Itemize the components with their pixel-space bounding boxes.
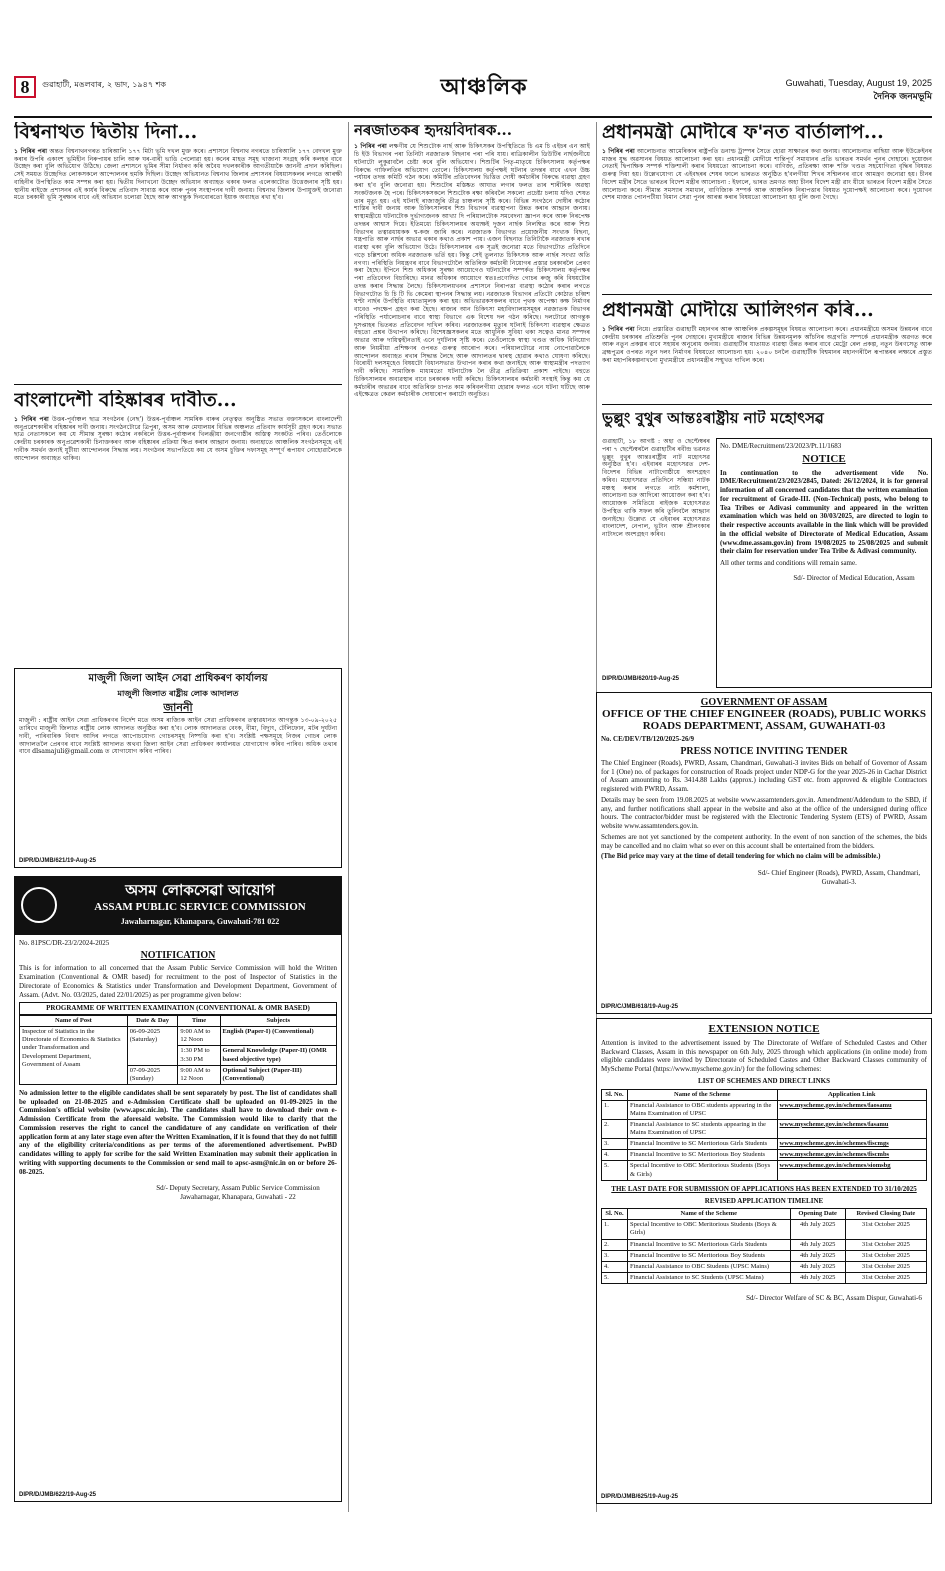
article-drama-festival [602,438,710,688]
schemes-table [601,1089,927,1181]
page-number: 8 [14,76,36,98]
article-headline: ভুল্লুং বুথুৰ আন্তঃৰাষ্ট্ৰীয় নাট মহোৎসৱ [602,410,824,427]
table-cell-scheme: Financial Assistance to SC Students (UPSC Mains) [628,1272,791,1283]
table-row [602,1250,927,1261]
table-cell-post: Inspector of Statistics in the Directorate of Economics & Statistics under Transformation and Development Department, Government of Assam [20,1027,128,1085]
dme-notice [716,438,932,688]
pwd-gov: GOVERNMENT OF ASSAM [700,697,828,708]
apsc-notification [14,876,342,1502]
table-cell-scheme: Financial Incentive to SC Meritorious Girls Students [628,1239,791,1250]
extension-notice [596,1018,932,1504]
table-cell-open: 4th July 2025 [790,1220,845,1239]
apsc-banner [15,877,341,935]
article-pm-phone [602,122,932,290]
table-cell-open: 4th July 2025 [790,1261,845,1272]
table-cell-time: 9:00 AM to 12 Noon [178,1065,220,1084]
table-header: Sl. No. [602,1089,628,1100]
table-cell-close: 31st October 2025 [845,1239,926,1250]
table-row [602,1150,927,1161]
notice-title: জাননী [163,700,193,714]
table-row [20,1027,337,1046]
pwd-tender-notice [596,692,932,1014]
article-biswanath [14,122,342,380]
table-cell-scheme: Financial Assistance to OBC students appearing in the Mains Examination of UPSC [628,1100,778,1119]
apsc-table-title: PROGRAMME OF WRITTEN EXAMINATION (CONVENTIONAL & OMR BASED) [19,1002,337,1015]
timeline-table [601,1208,927,1284]
divider [602,294,932,295]
schemes-list-title: LIST OF SCHEMES AND DIRECT LINKS [698,1076,830,1085]
table-cell-close: 31st October 2025 [845,1220,926,1239]
article-lead: ১ পিৰিৰ পৰা [354,143,387,151]
table-cell-subject: General Knowledge (Paper-II) (OMR based objective type) [220,1046,336,1065]
notice-office: মাজুলী জিলা আইন সেৱা প্ৰাধিকৰণ কাৰ্যালয় [88,673,268,684]
dipr-code: DIPR/D/JMB/620/19-Aug-25 [602,676,680,682]
article-body: উত্তৰ-পূৰ্বাঞ্চল ছাত্ৰ সংগঠনৰ (নেছ') উত্তৰ-পূৰ্বাঞ্চল সামৰিক বাৰুৰ নেতৃত্বত অনুষ্ঠিত সভাত বক্তাসকলে বাংলাদেশী অনুপ্ৰৱেশকাৰীৰ বহিষ্কাৰৰ দাবী জনায়। সংগঠনটোৱে ত্ৰিপুৰা, অসম আৰু মেঘালয়ৰ বিভিন্ন অঞ্চলত প্ৰতিবাদ কাৰ্যসূচী গ্ৰহণ কৰে। সভাত ছাত্ৰ নেতাসকলে কয় যে সীমান্ত সুৰক্ষা কঠোৰ নকৰিলে উত্তৰ-পূৰ্বাঞ্চলৰ খিলঞ্জীয়া জনগোষ্ঠীৰ অস্তিত্ব সংকটত পৰিব। তেওঁলোকে কেন্দ্ৰীয় চৰকাৰক অনুপ্ৰৱেশকাৰী চিনাক্তকৰণ আৰু বহিষ্কাৰৰ প্ৰক্ৰিয়া ক্ষিপ্ৰ কৰাৰ আহ্বান জনায়। অন্যহাতে আঞ্চলিক সংগঠনসমূহে এই দাবীক সমৰ্থন জনাই যুটীয়া আন্দোলনৰ সিদ্ধান্ত লয়। সংগঠনৰ সভাপতিয়ে কয় যে অসম চুক্তিৰ দফাসমূহ সম্পূৰ্ণ ৰূপায়ণ নোহোৱালৈকে আন্দোলন অব্যাহত থাকিব। [14,415,342,462]
article-headline: বিশ্বনাথত দ্বিতীয় দিনা... [14,122,198,143]
table-cell-close: 31st October 2025 [845,1250,926,1261]
header-date-assamese: গুৱাহাটী, মঙলবাৰ, ২ ভাদ, ১৯৪৭ শক [42,80,166,89]
scheme-link[interactable]: www.myscheme.gov.in/schemes/fiscmbs [777,1150,927,1161]
extension-title: EXTENSION NOTICE [708,1023,820,1035]
article-lead: ১ পিৰিৰ পৰা [602,325,635,333]
scheme-link[interactable]: www.myscheme.gov.in/schemes/fasamu [777,1119,927,1138]
table-cell-time: 9:00 AM to 12 Noon [178,1027,220,1046]
scheme-link[interactable]: www.myscheme.gov.in/schemes/siomsbg [777,1161,927,1180]
article-body: অন্তত বিশ্বনাথনগৰত চাৰিআলি ১৭৭ মিটা ভূমি দখল মুক্ত কৰে। প্ৰশাসনে বিশ্বনাথ নগৰতে চাৰিআলি ১৭৭ বেদখল মুক্ত কৰাৰ উপৰি একাংশ ভূমিহীন নিৰুপায়ৰ চালি আৰু ঘৰ-বাৰী ভাঙি পেলোৱা হয়। কনেৰ মাহত সমূহ খাজানা সংগ্ৰহ কৰি কলহৰ বাবে উচ্ছেদ কৰা বুলি অভিযোগ উঠিছে। জেলা প্ৰশাসনে ভূমিৰ সীমা নিৰ্ধাৰণ কৰি অবৈধ দখলকাৰীক আগতীয়াকৈ জাননী প্ৰদান কৰিছিল। সেই সময়ত উচ্ছেদিত লোকসকলে আন্দোলনৰ হুমকি দিছিল। উচ্ছেদ অভিযানত বিশ্বনাথ জিলাৰ প্ৰশাসনৰ বিষয়াসকলৰ লগতে আৰক্ষী বাহিনীৰ উপস্থিতিত কাম সম্পন্ন কৰা হয়। দ্বিতীয় দিনাখনো উচ্ছেদ অভিযান অব্যাহত থকাৰ ফলত এলেকাটোত উত্তেজনাৰ সৃষ্টি হয়। স্থানীয় ৰাইজে প্ৰশাসনৰ এই কাৰ্যৰ বিৰুদ্ধে প্ৰতিবাদ সাব্যস্ত কৰে আৰু পুনৰ সংস্থাপনৰ দাবী জনায়। বিশ্বনাথ জিলাৰ উপায়ুক্তই জনোৱা মতে চৰকাৰী ভূমি সুৰক্ষাৰ বাবে এই অভিযান চলোৱা হৈছে আৰু আগন্তুক দিনবোৰতো ইয়াক অব্যাহত ৰখা হ'ব। [14,147,342,202]
table-header: Time [178,1016,220,1027]
article-headline: নৰজাতকৰ হৃদয়বিদাৰক... [354,122,512,139]
table-cell-no: 2. [602,1239,628,1250]
table-cell-close: 31st October 2025 [845,1272,926,1283]
pwd-body-4: (The Bid price may vary at the time of detail tendering for which no claim will be admissible.) [601,852,881,861]
dipr-code: DIPR/D/JMB/622/19-Aug-25 [19,1492,97,1498]
table-header: Name of the Scheme [628,1209,791,1220]
table-header: Revised Closing Date [845,1209,926,1220]
apsc-exam-table [19,1015,337,1085]
pwd-office: OFFICE OF THE CHIEF ENGINEER (ROADS), PUBLIC WORKS ROADS DEPARTMENT, ASSAM, GUWAHATI-03 [602,708,926,732]
table-header: Name of the Scheme [628,1089,778,1100]
apsc-footer: No admission letter to the eligible candidates shall be sent separately by post. The list of candidates shall be uploaded on 21-08-2025 and e-Admission Certificate shall be uploaded on 01-09-2025 in the Commission's official website (www.apsc.nic.in). The candidates shall have to download their own e-Admission Certificate from the aforesaid website. The Commission would like to clarify that the Commission reserves the right to cancel the candidature of any candidate on verification of their application form at any later stage even after the Written Examination, if it is found that they do not fulfill any of the eligibility criteria/conditions as per terms of the aforementioned advertisement. PwBD candidates willing to apply for scribe for the said Written Examination may submit their application in writing with supporting documents to the Commission or send mail to apsc-asm@nic.in on or before 26-08-2025. [19,1088,337,1176]
scheme-link[interactable]: www.myscheme.gov.in/schemes/faosamu [777,1100,927,1119]
extension-body: Attention is invited to the advertisement issued by The Directorate of Welfare of Scheduled Castes and Other Backward Classes, Assam in this newspaper on 6th July, 2025 through which applications (in online mode) from eligible candidates were invited by Directorate of Scheduled Castes and Other Backward Classes community of MyScheme Portal (https://www.myscheme.gov.in/) for the following schemes: [601,1038,927,1073]
extension-signature: Sd/- Director Welfare of SC & BC, Assam Dispur, Guwahati-6 [746,1294,922,1302]
article-body: নিয়ে। প্ৰস্তাৱিত গুৱাহাটী মহানগৰ আৰু আঞ্চলিক প্ৰকল্পসমূহৰ বিষয়ত আলোচনা কৰে। প্ৰধানমন্ত্ৰীয়ে অসমৰ উন্নয়নৰ বাবে কেন্দ্ৰীয় চৰকাৰৰ প্ৰতিশ্ৰুতি পুনৰ দোহাৰে। মুখ্যমন্ত্ৰীয়ে ৰাজ্যৰ বিভিন্ন উন্নয়নমূলক আঁচনিৰ অগ্ৰগতি সম্পৰ্কে প্ৰধানমন্ত্ৰীক অৱগত কৰে আৰু নতুন প্ৰকল্পৰ বাবে সহায়ৰ অনুৰোধ জনায়। গুৱাহাটীৰ যাতায়ত ব্যৱস্থা উন্নত কৰাৰ বাবে মেট্ৰো ৰেল প্ৰকল্প, নতুন উৰণসেতু আৰু ব্ৰহ্মপুত্ৰৰ ওপৰত নতুন দলং নিৰ্মাণৰ বিষয়তো আলোচনা হয়। ২০৪০ চনলৈ গুৱাহাটীক বিশ্বমানৰ মহানগৰীলৈ ৰূপান্তৰৰ লক্ষ্যৰে প্ৰস্তুত কৰা মহাপৰিকল্পনাখনো মুখ্যমন্ত্ৰীয়ে প্ৰধানমন্ত্ৰীৰ সন্মুখত দাখিল কৰে। [602,325,932,364]
dipr-code: DIPR/C/JMB/618/19-Aug-25 [601,1004,679,1010]
table-cell-no: 4. [602,1150,628,1161]
table-header: Date & Day [127,1016,178,1027]
table-row [602,1239,927,1250]
article-lead: ১ পিৰিৰ পৰা [14,147,48,155]
dme-body: In continuation to the advertisement vide No. DME/Recruitment/23/2023/2845, Dated: 26/12/2024, it is for general information of all concerned candidates that the written examination for recruitment of Grade-III. (Non-Technical) posts, who belong to Tea Tribes or Adivasi community and appeared in the written examination which was held on 30/03/2025, are directed to login to their respective accounts available in the link which will be provided in the official website of Directorate of Medical Education, Assam (www.dme.assam.gov.in) from 19/08/2025 to 25/08/2025 and submit their claim for reservation under Tea Tribe & Adivasi community. [720,468,928,556]
pwd-title: PRESS NOTICE INVITING TENDER [680,745,848,757]
table-row [602,1261,927,1272]
table-cell-close: 31st October 2025 [845,1261,926,1272]
apsc-emblem-icon [21,887,57,923]
dipr-code: DIPR/D/JMB/621/19-Aug-25 [19,858,97,864]
notice-subtitle: মাজুলী জিলাত ৰাষ্ট্ৰীয় লোক আদালত [117,687,239,698]
table-row [602,1119,927,1138]
table-cell-no: 1. [602,1100,628,1119]
dme-signature: Sd/- Director of Medical Education, Assam [793,573,915,582]
paper-name: দৈনিক জনমভূমি [873,92,932,102]
scheme-link[interactable]: www.myscheme.gov.in/schemes/fiscmgs [777,1139,927,1150]
table-cell-scheme: Special Incentive to OBC Meritorious Students (Boys & Girls) [628,1220,791,1239]
dme-ref: No. DME/Recruitment/23/2023/Pt.11/1683 [720,442,842,450]
header-rule [14,116,932,118]
section-masthead: আঞ্চলিক [440,74,528,100]
table-cell-date: 06-09-2025 (Saturday) [127,1027,178,1066]
table-header: Opening Date [790,1209,845,1220]
table-cell-open: 4th July 2025 [790,1250,845,1261]
table-cell-scheme: Financial Incentive to SC Meritorious Boy Students [628,1250,791,1261]
table-header: Name of Post [20,1016,128,1027]
table-cell-no: 3. [602,1250,628,1261]
article-pm-hug [602,300,932,400]
dme-title: NOTICE [802,452,846,465]
table-row [602,1272,927,1283]
table-cell-subject: English (Paper-I) (Conventional) [220,1027,336,1046]
table-cell-no: 1. [602,1220,628,1239]
article-headline: প্ৰধানমন্ত্ৰী মোদীয়ে আলিংগন কৰি... [602,300,874,321]
divider [602,404,932,405]
apsc-title-english: ASSAM PUBLIC SERVICE COMMISSION [94,901,306,913]
table-row [602,1139,927,1150]
apsc-title-assamese: অসম লোকসেৱা আয়োগ [125,881,275,899]
article-lead: ১ পিৰিৰ পৰা [602,147,635,155]
pwd-body: The Chief Engineer (Roads), PWRD, Assam, Chandmari, Guwahati-3 invites Bids on behalf of Governor of Assam for 1 (One) no. of packages for construction of Roads project under NDP-G for the year 2025-26 in Cachar District of Assam amounting to Rs. 3414.88 Lakhs (approx.) including GST etc. from approved & eligible Contractors registered with PWRD, Assam. [601,758,927,793]
pwd-signature: Sd/- Chief Engineer (Roads), PWRD, Assam, Chandmari, Guwahati-3. [757,869,921,886]
notice-body: মাজুলী : ৰাষ্ট্ৰীয় আইন সেৱা প্ৰাধিকৰণৰ নিৰ্দেশ মতে অসম ৰাজ্যিক আইন সেৱা প্ৰাধিকৰণৰ তত্বাৱধানত আগন্তুক ১৩-০৯-২০২৫ তাৰিখে মাজুলী জিলাত ৰাষ্ট্ৰীয় লোক আদালত অনুষ্ঠিত কৰা হ'ব। লোক আদালতত বেংক, বীমা, বিদ্যুৎ, টেলিফোন, মটৰ দুৰ্ঘটনা দাবী, পাৰিবাৰিক বিবাদ আদিৰ লগতে আপোচযোগ্য গোচৰসমূহ নিষ্পত্তি কৰা হ'ব। সংশ্লিষ্ট পক্ষসমূহে নিজৰ গোচৰ লোক আদালতলৈ প্ৰেৰণৰ বাবে সংশ্লিষ্ট আদালত অথবা জিলা আইন সেৱা প্ৰাধিকৰণ কাৰ্যালয়ত যোগাযোগ কৰিব পাৰিব। অধিক তথ্যৰ বাবে dlsamajuli@gmail.com ত যোগাযোগ কৰিব পাৰিব। [19,717,337,756]
table-cell-no: 2. [602,1119,628,1138]
page-header [14,70,932,116]
table-cell-no: 5. [602,1161,628,1180]
table-cell-subject: Optional Subject (Paper-III) (Conventional) [220,1065,336,1084]
table-cell-open: 4th July 2025 [790,1239,845,1250]
article-lead: ১ পিৰিৰ পৰা [14,415,49,423]
column-divider [348,122,349,1512]
dipr-code: DIPR/D/JMB/625/19-Aug-25 [601,1494,679,1500]
table-cell-scheme: Special Incentive to OBC Meritorious Students (Boys & Girls) [628,1161,778,1180]
pwd-body-2: Details may be seen from 19.08.2025 at website www.assamtenders.gov.in. Amendment/Addendum to the SBD, if any, and further notifications shall appear in the website and also at the office of the undersigned during office hours. The contractor/bidder must be registered with the Electronic Tendering System (ETS) of PWRD, Assam website www.assamtenders.gov.in. [601,795,927,830]
article-headline: প্ৰধানমন্ত্ৰী মোদীৰে ফ'নত বাৰ্তালাপ... [602,122,884,143]
apsc-address: Jawaharnagar, Khanapara, Guwahati-781 022 [120,917,280,926]
pwd-body-3: Schemes are not yet sanctioned by the competent authority. In the event of non sanction of the schemes, the bids may be cancelled and no claim what so ever on this account shall be entertained from the bidders. [601,832,927,850]
table-cell-scheme: Financial Incentive to SC Meritorious Girls Students [628,1139,778,1150]
table-cell-scheme: Financial Assistance to SC students appearing in the Mains Examination of UPSC [628,1119,778,1138]
article-body: গুৱাহাটী, ১৮ আগষ্ট : অহা ও ছেপ্টেম্বৰৰ পৰা ৭ ছেপ্টেম্বৰলৈ গুৱাহাটীৰ ৰবীন্দ্ৰ ভৱনত ভুল্লুং বুথুৰ আন্তঃৰাষ্ট্ৰীয় নাট মহোৎসৱ অনুষ্ঠিত হ'ব। এইবাৰৰ মহোৎসৱত দেশ-বিদেশৰ বিভিন্ন নাট্যগোষ্ঠীয়ে অংশগ্ৰহণ কৰিব। মহোৎসৱত প্ৰতিদিনে সন্ধিয়া নাটক মঞ্চস্থ কৰাৰ লগতে নাট্য কৰ্মশালা, আলোচনা চক্ৰ আদিৰো আয়োজন কৰা হ'ব। আয়োজক সমিতিয়ে ৰাইজক মহোৎসৱত উপস্থিত থাকি সফল কৰি তুলিবলৈ আহ্বান জনাইছে। উল্লেখ্য যে এইবাৰৰ মহোৎসৱত বাংলাদেশ, নেপাল, ভূটান আৰু শ্ৰীলংকাৰ নাট্যদলে অংশগ্ৰহণ কৰিব। [602,438,710,538]
apsc-ref: No. 81PSC/DR-23/2/2024-2025 [19,939,110,947]
article-newborn [354,122,590,1507]
table-row [602,1220,927,1239]
divider [14,384,342,385]
table-cell-no: 4. [602,1261,628,1272]
last-date-notice: THE LAST DATE FOR SUBMISSION OF APPLICATIONS HAS BEEN EXTENDED TO 31/10/2025 [611,1184,917,1193]
table-cell-no: 3. [602,1139,628,1150]
dme-note: All other terms and conditions will remain same. [720,559,857,567]
pwd-ref: No. CE/DEV/TB/120/2025-26/9 [601,735,694,743]
table-cell-scheme: Financial Incentive to SC Meritorious Boy Students [628,1150,778,1161]
table-header: Sl. No. [602,1209,628,1220]
timeline-title: REVISED APPLICATION TIMELINE [704,1197,824,1206]
table-cell-time: 1:30 PM to 3:30 PM [178,1046,220,1065]
table-row [602,1161,927,1180]
apsc-notice-title: NOTIFICATION [140,949,216,961]
majuli-legal-notice [14,668,342,868]
table-row [602,1100,927,1119]
table-header: Application Link [777,1089,927,1100]
table-cell-open: 4th July 2025 [790,1272,845,1283]
table-cell-date: 07-09-2025 (Sunday) [127,1065,178,1084]
article-drama-headline [602,410,932,436]
header-date-english: Guwahati, Tuesday, August 19, 2025 [785,78,932,88]
article-body: আলোচনাত আমেৰিকাৰ ৰাষ্ট্ৰপতি ডনাল্ড ট্ৰাম্পৰ সৈতে হোৱা সাক্ষাতৰ কথা জনায়। আলোচনাত ৰাছিয়া আৰু ইউক্ৰেইনৰ মাজৰ যুদ্ধ অৱসানৰ বিষয়ত আলোচনা কৰা হয়। প্ৰধানমন্ত্ৰী মোদীয়ে শান্তিপূৰ্ণ সমাধানৰ প্ৰতি ভাৰতৰ সমৰ্থন পুনৰ দোহাৰে। দুয়োজন নেতাই দ্বিপাক্ষিক সম্পৰ্ক শক্তিশালী কৰাৰ বিষয়তো আলোচনা কৰে। বাণিজ্য, প্ৰতিৰক্ষা আৰু শক্তি খণ্ডত সহযোগিতা বৃদ্ধিৰ বিষয়ত গুৰুত্ব দিয়া হয়। উল্লেখযোগ্য যে এইবছৰৰ শেষৰ ফালে ভাৰতত অনুষ্ঠিত হ'বলগীয়া শিখৰ সন্মিলনৰ বাবে আমন্ত্ৰণ জনোৱা হয়। চীনৰ বিদেশ মন্ত্ৰীৰ সৈতে ভাৰতৰ বিদেশ মন্ত্ৰীৰ আলোচনা : ইফালে, ভাৰত ভ্ৰমণত অহা চীনৰ বিদেশ মন্ত্ৰী ৱাং য়ীয়ে ভাৰতৰ বিদেশ মন্ত্ৰীৰ সৈতে আলোচনা কৰে। সীমান্ত সমস্যাৰ সমাধান, বাণিজ্যিক সম্পৰ্ক আৰু আঞ্চলিক নিৰাপত্তাৰ বিষয়ত দুয়োপক্ষই আলোচনা কৰে। দুয়োখন দেশৰ মাজত পোনপটীয়া বিমান সেৱা পুনৰ আৰম্ভ কৰাৰ বিষয়তো আলোচনা হয় বুলি জনা গৈছে। [602,147,932,202]
article-headline: বাংলাদেশী বহিষ্কাৰৰ দাবীত... [14,390,237,411]
article-body: লক্ষণীয় যে শিশুটোক নাৰ্ছ আৰু চিকিৎসকৰ উপস্থিতিতে চি এম চি এইচৰ এন আই চি ইউ বিভাগৰ পৰা তিনিটা নৱজাতক বিছনাৰ পৰা পৰি যায়। ৰাত্ৰিকালীন ডিউটিৰ নাৰ্ছজনীয়ে ঘটনাটো লুকুৱাবলৈ চেষ্টা কৰে বুলি অভিযোগ। শিশুটিৰ পিতৃ-মাতৃয়ে চিকিৎসালয় কৰ্তৃপক্ষৰ বিৰুদ্ধে গাফিলতিৰ অভিযোগ তোলে। চিকিৎসালয় কৰ্তৃপক্ষই ঘটনাৰ তদন্তৰ বাবে এখন উচ্চ পৰ্যায়ৰ তদন্ত কমিটি গঠন কৰে। কমিটিৰ প্ৰতিবেদনৰ ভিত্তিত দোষী কৰ্মচাৰীৰ বিৰুদ্ধে ব্যৱস্থা গ্ৰহণ কৰা হ'ব বুলি জনোৱা হয়। শিশুটোৰ মস্তিষ্কত আঘাত লগাৰ ফলত তাৰ শাৰীৰিক অৱস্থা সংকটজনক হৈ পৰে। চিকিৎসকসকলে শিশুটোক ৰক্ষা কৰিবলৈ সকলো প্ৰচেষ্টা চলায় যদিও শেষত তাৰ মৃত্যু হয়। এই ঘটনাই ৰাজ্যজুৰি তীব্ৰ চাঞ্চল্যৰ সৃষ্টি কৰে। বিভিন্ন সংগঠনে দোষীৰ কঠোৰ শাস্তিৰ দাবী জনায় আৰু চিকিৎসালয়ৰ শিশু বিভাগৰ ব্যৱস্থাপনা উন্নত কৰাৰ আহ্বান জনায়। স্বাস্থ্যমন্ত্ৰীয়ে ঘটনাটোক দুৰ্ভাগ্যজনক আখ্যা দি পৰিয়ালটোক সমবেদনা জ্ঞাপন কৰে আৰু নিৰপেক্ষ তদন্তৰ আশ্বাস দিয়ে। ইতিমধ্যে চিকিৎসালয়ৰ অধ্যক্ষই দুজন নাৰ্ছক নিলম্বিত কৰে আৰু শিশু বিভাগৰ তত্বাৱধায়কক শ্ব-কজ জাৰি কৰে। নৱজাতক বিভাগত প্ৰয়োজনীয় সংখ্যক বিছনা, যন্ত্ৰপাতি আৰু নাৰ্ছৰ অভাৱ থকাৰ কথাও প্ৰকাশ পায়। এজন বিছনাত তিনিটাকৈ নৱজাতক ৰখাৰ ব্যৱস্থা থকা বুলি অভিযোগ উঠে। চিকিৎসালয়ৰ এক সূত্ৰই জনোৱা মতে বিভাগটোত প্ৰতিদিনে গড়ে চল্লিশৰো অধিক নৱজাতক ভৰ্তি হয়। কিন্তু সেই তুলনাত চিকিৎসক আৰু নাৰ্ছৰ সংখ্যা অতি নগণ্য। পৰিস্থিতি নিয়ন্ত্ৰণৰ বাবে বিভাগটোলৈ অতিৰিক্ত কৰ্মচাৰী নিয়োগৰ প্ৰস্তাৱ চৰকাৰলৈ প্ৰেৰণ কৰা হৈছে। ইপিনে শিশু অধিকাৰ সুৰক্ষা আয়োগেও ঘটনাটোৰ সম্পৰ্কত চিকিৎসালয় কৰ্তৃপক্ষৰ পৰা প্ৰতিবেদন বিচাৰিছে। মানৱ অধিকাৰ আয়োগে স্বতঃপ্ৰণোদিত গোচৰ ৰুজু কৰি বিষয়টোৰ তদন্ত কৰাৰ সিদ্ধান্ত লৈছে। চিকিৎসালয়খনৰ প্ৰশাসনে নিৰাপত্তা ব্যৱস্থা কঠোৰ কৰাৰ লগতে বিভাগটোত চি চি টি ভি কেমেৰা স্থাপনৰ সিদ্ধান্ত লয়। নৱজাতক বিভাগৰ প্ৰতিটো কোঠাত চব্বিশ ঘণ্টা নাৰ্ছৰ উপস্থিতি বাধ্যতামূলক কৰা হয়। অভিভাৱকসকলৰ বাবে পৃথক অপেক্ষা কক্ষ নিৰ্মাণৰ বাবেও পদক্ষেপ গ্ৰহণ কৰা হৈছে। ৰাজ্যৰ আন চিকিৎসা মহাবিদ্যালয়সমূহৰ নৱজাতক বিভাগৰ পৰিস্থিতি পৰ্যালোচনাৰ বাবে স্বাস্থ্য বিভাগে এক বিশেষ দল গঠন কৰিছে। দলটোৱে আগন্তুক দুসপ্তাহৰ ভিতৰত প্ৰতিবেদন দাখিল কৰিব। নৱজাতকৰ মৃত্যুৰ ঘটনাই চিকিৎসা ব্যৱস্থাৰ ক্ষেত্ৰত বহুতো প্ৰশ্নৰ উত্থাপন কৰিছে। বিশেষজ্ঞসকলৰ মতে আধুনিক সুবিধা থকা সত্বেও মানৱ সম্পদৰ অভাৱ আৰু দায়িত্বহীনতাই এনে দুৰ্ঘটনাৰ সৃষ্টি কৰে। তেওঁলোকে স্বাস্থ্য খণ্ডত অধিক বিনিয়োগ আৰু নিয়মীয়া প্ৰশিক্ষণৰ ওপৰত গুৰুত্ব আৰোপ কৰে। পৰিয়ালটোৱে ন্যায় নোপোৱালৈকে আন্দোলন অব্যাহত ৰখাৰ সিদ্ধান্ত লৈছে আৰু আদালতৰ দ্বাৰস্থ হোৱাৰ কথাও ঘোষণা কৰিছে। বিৰোধী দলসমূহেও বিষয়টো বিধানসভাত উত্থাপন কৰাৰ কথা জনাইছে আৰু স্বাস্থ্যমন্ত্ৰীৰ পদত্যাগ দাবী কৰিছে। সামাজিক মাধ্যমতো ঘটনাটোক লৈ তীব্ৰ প্ৰতিক্ৰিয়া প্ৰকাশ পাইছে। বহুতে চিকিৎসালয়ৰ অব্যৱস্থাৰ বাবে চৰকাৰক দায়ী কৰিছে। চিকিৎসালয়ৰ কৰ্মচাৰী সংস্থাই কিন্তু কয় যে কৰ্মচাৰীৰ অভাৱৰ বাবে অতিৰিক্ত চাপত কাম কৰিবলগীয়া হোৱাৰ ফলত এনে ঘটনা ঘটিছে আৰু এইক্ষেত্ৰত কেৱল কৰ্মচাৰীক দোষাৰোপ কৰাটো অনুচিত। [354,143,590,399]
apsc-signature: Sd/- Deputy Secretary, Assam Public Service Commission Jawaharnagar, Khanapara, Guwahati - 22 [156,1184,320,1202]
apsc-intro: This is for information to all concerned that the Assam Public Service Commission will hold the Written Examination (Conventional & OMR based) for recruitment to the post of Inspector of Statistics in the Directorate of Economics & Statistics under Transformation and Development Department, Government of Assam. (Advt. No. 03/2025, dated 22/01/2025) as per programme given below: [19,964,337,999]
table-header: Subjects [220,1016,336,1027]
article-bangladeshi [14,390,342,660]
table-cell-no: 5. [602,1272,628,1283]
table-cell-scheme: Financial Assistance to OBC Students (UPSC Mains) [628,1261,791,1272]
